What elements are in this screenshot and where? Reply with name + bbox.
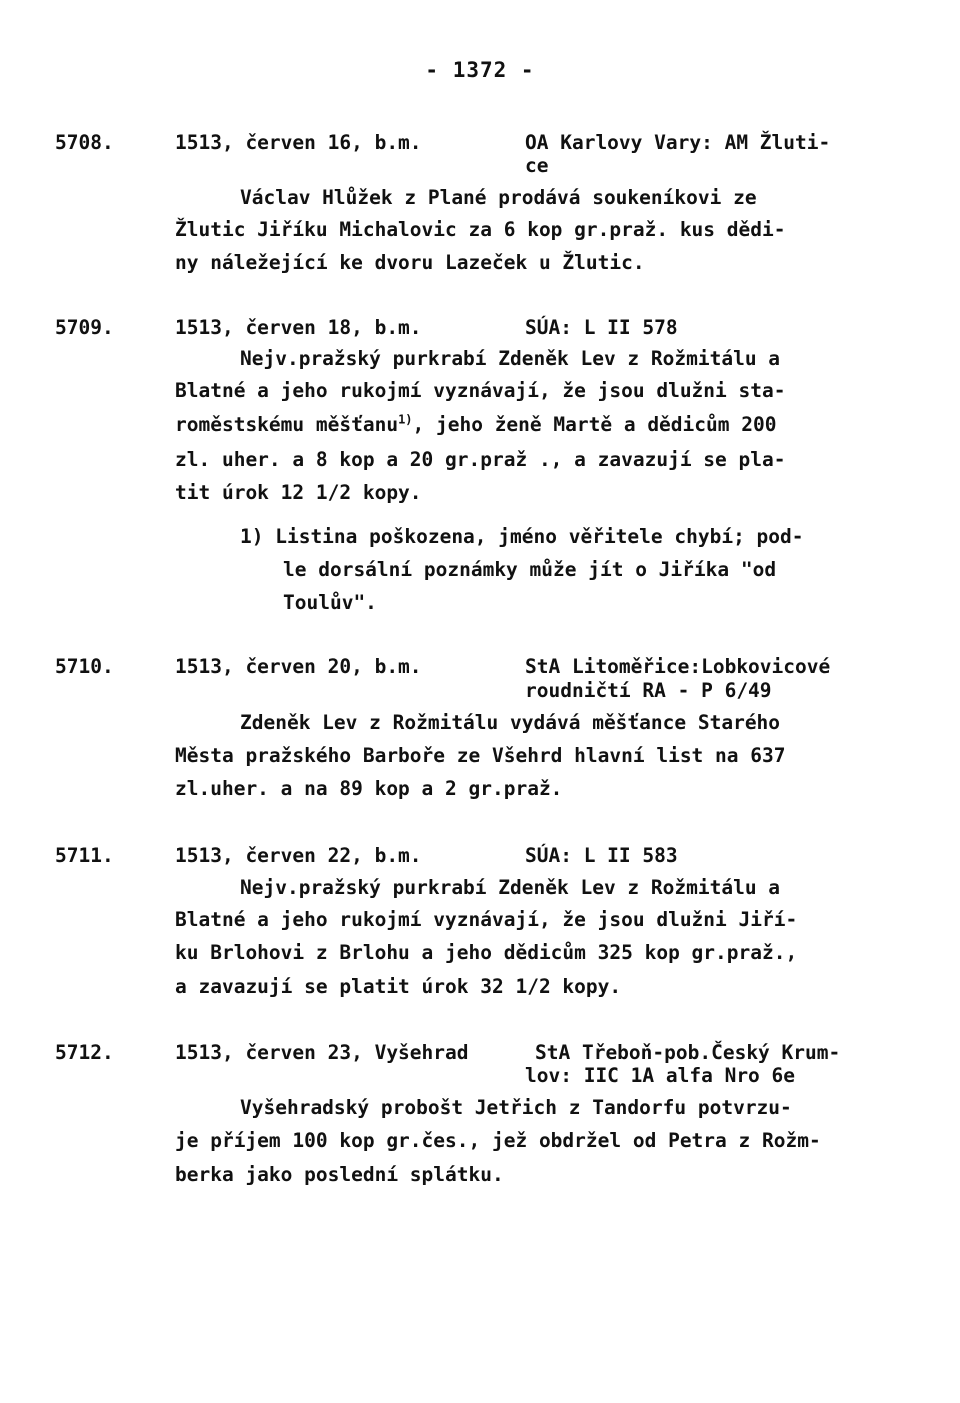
entry-date: 1513, červen 23, Vyšehrad: [175, 1041, 469, 1064]
entry-text-line: zl. uher. a 8 kop a 20 gr.praž ., a zavazují se pla-: [175, 448, 786, 471]
footnote-line: 1) Listina poškozena, jméno věřitele chybí; pod-: [240, 525, 804, 548]
entry-text-line: Blatné a jeho rukojmí vyznávají, že jsou dlužni Jiří-: [175, 908, 798, 931]
entry-archive-line: roudničtí RA - P 6/49: [525, 679, 772, 702]
entry-text-line: Vyšehradský probošt Jetřich z Tandorfu potvrzu-: [240, 1096, 792, 1119]
entry-archive-line: StA Třeboň-pob.Český Krum-: [535, 1041, 841, 1064]
entry-text-line: Nejv.pražský purkrabí Zdeněk Lev z Rožmitálu a: [240, 876, 781, 899]
page-number: - 1372 -: [425, 58, 535, 82]
entry-archive-line: OA Karlovy Vary: AM Žluti-: [525, 131, 831, 154]
entry-text-line: Nejv.pražský purkrabí Zdeněk Lev z Rožmitálu a: [240, 347, 781, 370]
entry-text-line: zl.uher. a na 89 kop a 2 gr.praž.: [175, 777, 563, 800]
entry-text-line: Žlutic Jiříku Michalovic za 6 kop gr.praž. kus dědi-: [175, 218, 786, 241]
entry-text-line: a zavazují se platit úrok 32 1/2 kopy.: [175, 975, 622, 998]
entry-text-line: tit úrok 12 1/2 kopy.: [175, 481, 422, 504]
entry-archive-line: SÚA: L II 583: [525, 844, 678, 867]
entry-date: 1513, červen 20, b.m.: [175, 655, 422, 678]
entry-text-line: Zdeněk Lev z Rožmitálu vydává měšťance Starého: [240, 711, 781, 734]
entry-text-line: [175, 413, 776, 437]
entry-number: 5710.: [55, 655, 114, 678]
entry-text-line: Města pražského Barboře ze Všehrd hlavní list na 637: [175, 744, 786, 767]
entry-archive-line: StA Litoměřice:Lobkovicové: [525, 655, 831, 678]
footnote-marker: 1): [398, 412, 413, 427]
entry-text-line: berka jako poslední splátku.: [175, 1163, 504, 1186]
entry-number: 5711.: [55, 844, 114, 867]
entry-date: 1513, červen 16, b.m.: [175, 131, 422, 154]
entry-text-line: ku Brlohovi z Brlohu a jeho dědicům 325 kop gr.praž.,: [175, 941, 798, 964]
entry-number: 5712.: [55, 1041, 114, 1064]
entry-number: 5708.: [55, 131, 114, 154]
entry-archive-line: SÚA: L II 578: [525, 316, 678, 339]
entry-text-line: Blatné a jeho rukojmí vyznávají, že jsou dlužni sta-: [175, 379, 786, 402]
entry-date: 1513, červen 22, b.m.: [175, 844, 422, 867]
entry-date: 1513, červen 18, b.m.: [175, 316, 422, 339]
entry-text-line: je příjem 100 kop gr.čes., jež obdržel od Petra z Rožm-: [175, 1129, 821, 1152]
footnote-line: Toulův".: [283, 591, 377, 614]
entry-number: 5709.: [55, 316, 114, 339]
entry-archive-line: lov: IIC 1A alfa Nro 6e: [525, 1064, 796, 1087]
entry-text-line: ny náležející ke dvoru Lazeček u Žlutic.: [175, 251, 645, 274]
entry-text-segment: , jeho ženě Martě a dědicům 200: [412, 413, 777, 436]
entry-text-line: Václav Hlůžek z Plané prodává soukeníkovi ze: [240, 186, 757, 209]
footnote-line: le dorsální poznámky může jít o Jiříka "od: [283, 558, 777, 581]
entry-text-segment: roměstskému měšťanu: [175, 413, 399, 436]
entry-archive-line: ce: [525, 154, 549, 177]
